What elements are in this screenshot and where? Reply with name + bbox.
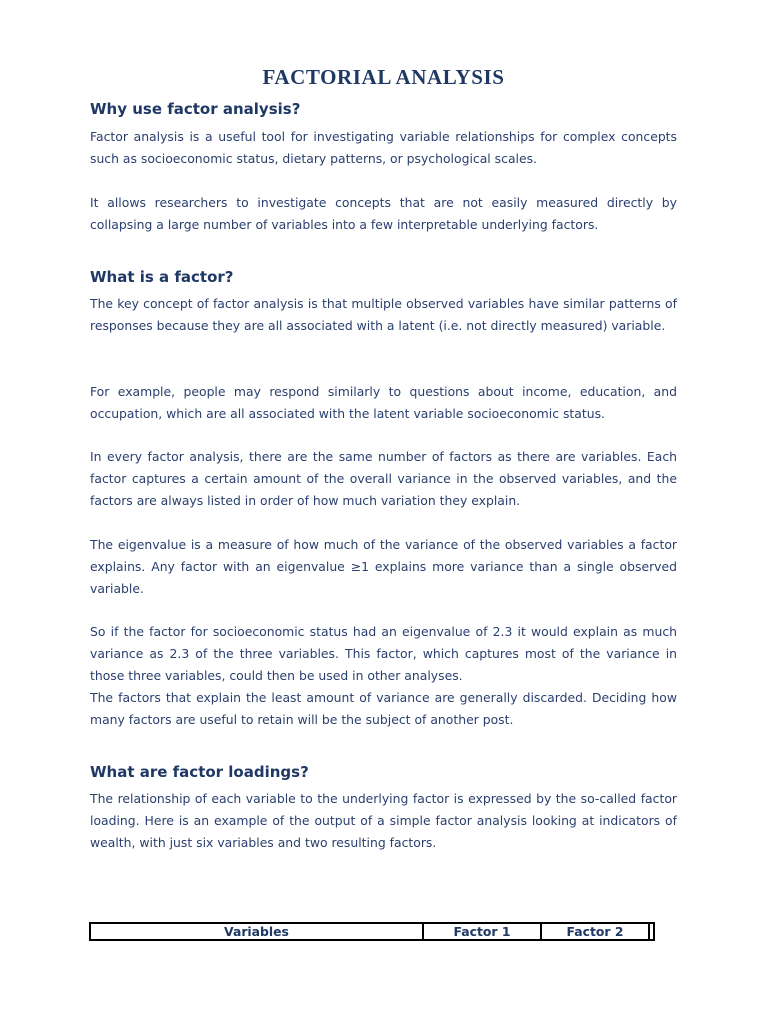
factor-loadings-table (89, 922, 655, 941)
heading-what-are-factor-loadings: What are factor loadings? (90, 763, 309, 781)
paragraph: The factors that explain the least amount of variance are generally discarded. Deciding how many factors are useful to retain will be the subject of another post. (90, 690, 677, 727)
paragraph: For example, people may respond similarly to questions about income, education, and occupation, which are all associated with the latent variable socioeconomic status. (90, 384, 677, 421)
table-edge (648, 924, 653, 939)
document-title: FACTORIAL ANALYSIS (262, 65, 505, 89)
table-header-variables: Variables (224, 924, 289, 939)
heading-why-use-factor-analysis: Why use factor analysis? (90, 100, 301, 118)
paragraph: So if the factor for socioeconomic status had an eigenvalue of 2.3 it would explain as much variance as 2.3 of the three variables. This factor, which captures most of the variance in those three variables, could then be used in other analyses. (90, 624, 677, 683)
paragraph: It allows researchers to investigate concepts that are not easily measured directly by collapsing a large number of variables into a few interpretable underlying factors. (90, 195, 677, 232)
table-header-factor-2: Factor 2 (540, 924, 648, 939)
paragraph: The key concept of factor analysis is that multiple observed variables have similar patterns of responses because they are all associated with a latent (i.e. not directly measured) variable. (90, 296, 677, 333)
paragraph: The relationship of each variable to the underlying factor is expressed by the so-called factor loading. Here is an example of the output of a simple factor analysis looking at indicators of wealth, with just six variables and two resulting factors. (90, 791, 677, 850)
heading-what-is-a-factor: What is a factor? (90, 268, 234, 286)
paragraph: The eigenvalue is a measure of how much of the variance of the observed variables a factor explains. Any factor with an eigenvalue ≥1 explains more variance than a single observed variable. (90, 537, 677, 596)
table-header-factor-1: Factor 1 (422, 924, 540, 939)
paragraph: Factor analysis is a useful tool for investigating variable relationships for complex concepts such as socioeconomic status, dietary patterns, or psychological scales. (90, 129, 677, 166)
table-header-row (91, 924, 653, 939)
paragraph: In every factor analysis, there are the same number of factors as there are variables. Each factor captures a certain amount of the overall variance in the observed variables, and the factors are always listed in order of how much variation they explain. (90, 449, 677, 508)
